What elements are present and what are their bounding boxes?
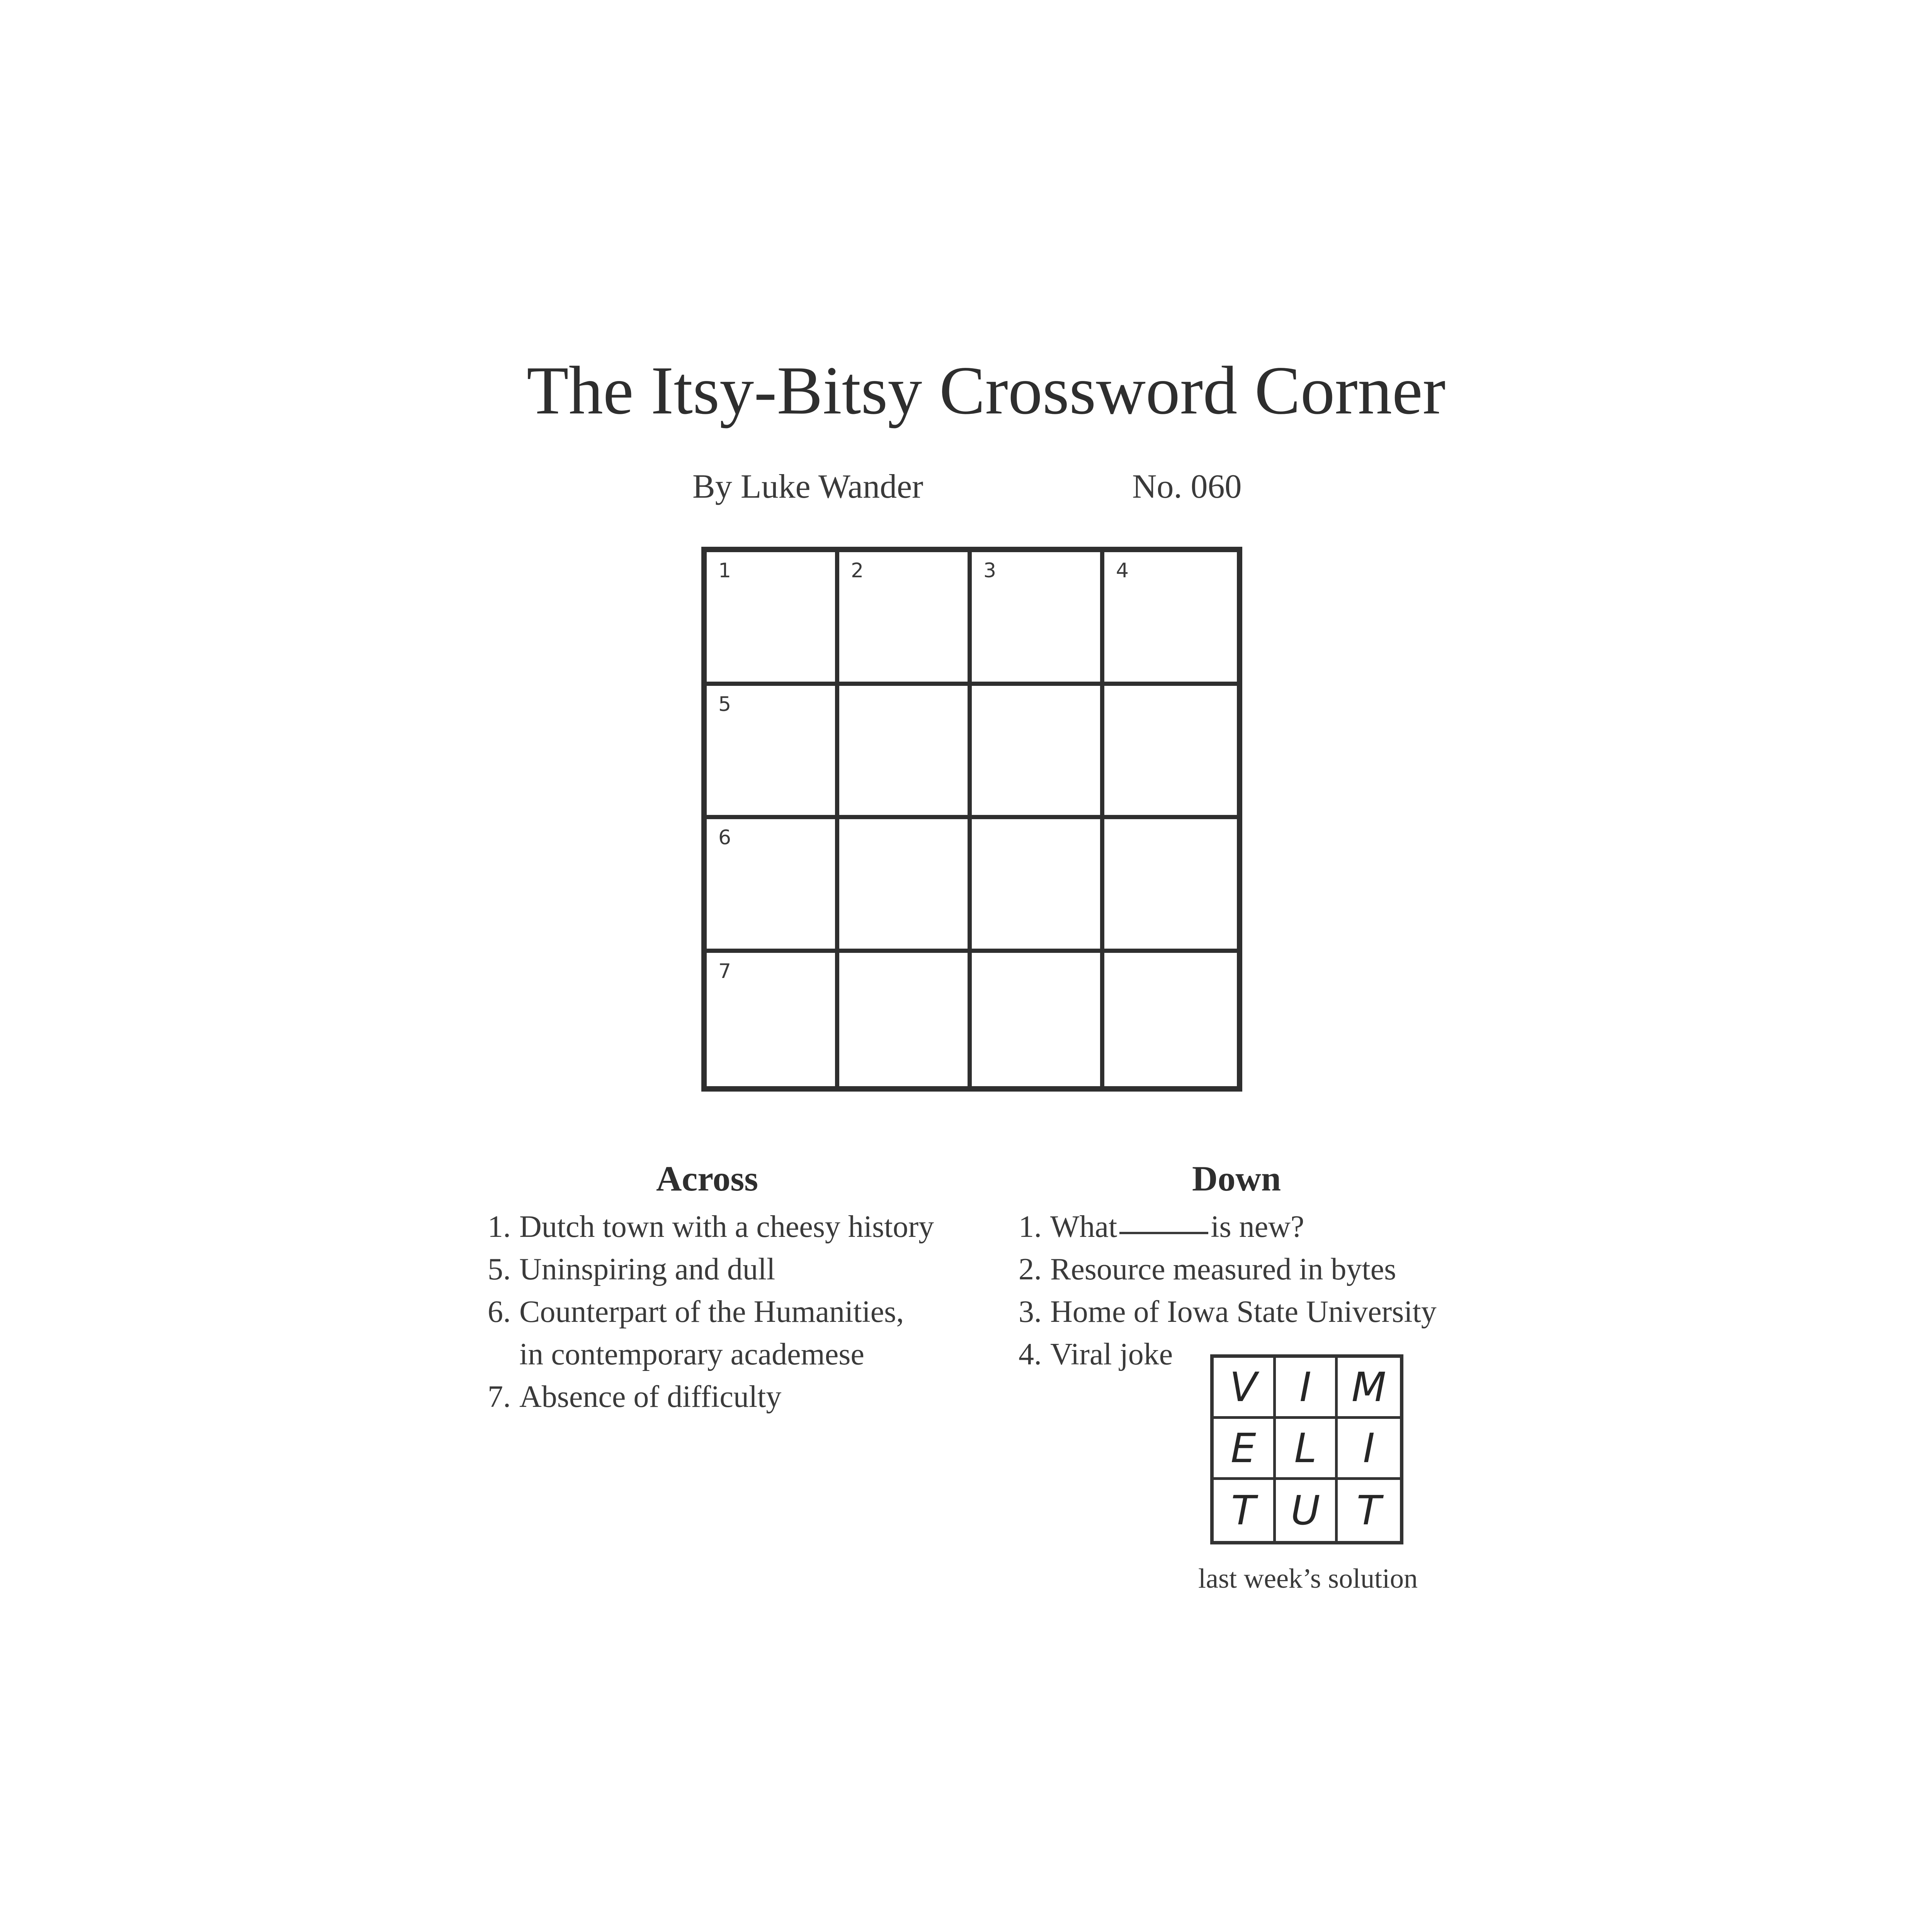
across-clue bbox=[488, 1206, 934, 1248]
clue-num: 4. bbox=[1019, 1337, 1042, 1371]
clue-number: 4 bbox=[1116, 559, 1129, 582]
grid-cell[interactable] bbox=[1104, 686, 1237, 820]
solution-letter: T bbox=[1356, 1487, 1381, 1534]
last-week-solution-grid bbox=[1210, 1354, 1403, 1544]
solution-letter: E bbox=[1214, 1419, 1276, 1480]
grid-cell[interactable] bbox=[707, 686, 839, 820]
clue-num: 5. bbox=[488, 1252, 511, 1286]
clue-text: Uninspiring and dull bbox=[519, 1252, 776, 1286]
grid-cell[interactable] bbox=[839, 552, 972, 686]
grid-cell[interactable] bbox=[1104, 953, 1237, 1087]
solution-letter: L bbox=[1276, 1419, 1338, 1480]
solution-letter: U bbox=[1276, 1480, 1338, 1541]
grid-cell[interactable] bbox=[707, 819, 839, 953]
across-clue bbox=[488, 1248, 934, 1291]
clue-text: Home of Iowa State University bbox=[1050, 1295, 1437, 1329]
crossword-grid bbox=[701, 547, 1242, 1092]
clue-num: 1. bbox=[488, 1210, 511, 1244]
clue-num: 6. bbox=[488, 1295, 511, 1329]
clue-text: Dutch town with a cheesy history bbox=[519, 1210, 934, 1244]
solution-letter: T bbox=[1214, 1480, 1276, 1541]
down-heading: Down bbox=[1192, 1159, 1281, 1198]
grid-cell[interactable] bbox=[707, 953, 839, 1087]
grid-cell[interactable] bbox=[972, 552, 1104, 686]
across-clues bbox=[488, 1206, 934, 1418]
grid-cell[interactable] bbox=[972, 686, 1104, 820]
grid-cell[interactable] bbox=[972, 819, 1104, 953]
clue-text-after-blank: is new? bbox=[1211, 1210, 1304, 1244]
grid-cell[interactable] bbox=[839, 819, 972, 953]
puzzle-number: No. 060 bbox=[1132, 468, 1242, 505]
clue-text: in contemporary academese bbox=[519, 1337, 864, 1371]
solution-letter: I bbox=[1276, 1358, 1338, 1419]
clue-num: 7. bbox=[488, 1380, 511, 1414]
across-clue bbox=[488, 1291, 934, 1333]
page-title: The Itsy-Bitsy Crossword Corner bbox=[526, 352, 1446, 429]
clue-number: 5 bbox=[718, 692, 731, 716]
grid-cell[interactable] bbox=[1104, 552, 1237, 686]
grid-cell[interactable] bbox=[707, 552, 839, 686]
grid-cell[interactable] bbox=[839, 953, 972, 1087]
down-clue bbox=[1019, 1291, 1437, 1333]
grid-cell[interactable] bbox=[972, 953, 1104, 1087]
down-clue bbox=[1019, 1248, 1437, 1291]
clue-number: 6 bbox=[718, 826, 731, 849]
byline: By Luke Wander bbox=[692, 468, 923, 505]
clue-number: 3 bbox=[983, 559, 997, 582]
solution-letter: I bbox=[1338, 1419, 1400, 1480]
solution-letter: M bbox=[1338, 1358, 1400, 1419]
solution-letter: V bbox=[1214, 1358, 1276, 1419]
clue-text: Counterpart of the Humanities, bbox=[519, 1295, 904, 1329]
across-clue-continuation bbox=[488, 1333, 934, 1376]
grid-cell[interactable] bbox=[839, 686, 972, 820]
clue-text-before-blank: What bbox=[1050, 1210, 1117, 1244]
blank-line bbox=[1119, 1206, 1208, 1234]
clue-text: Viral joke bbox=[1050, 1337, 1173, 1371]
clue-number: 1 bbox=[718, 559, 731, 582]
clue-text: Absence of difficulty bbox=[519, 1380, 782, 1414]
down-clues bbox=[1019, 1206, 1437, 1376]
across-clue bbox=[488, 1376, 934, 1418]
clue-num: 1. bbox=[1019, 1210, 1042, 1244]
grid-cell[interactable] bbox=[1104, 819, 1237, 953]
across-heading: Across bbox=[656, 1159, 759, 1198]
clue-text: Resource measured in bytes bbox=[1050, 1252, 1396, 1286]
clue-number: 7 bbox=[718, 959, 731, 983]
clue-num bbox=[488, 1333, 519, 1376]
solution-caption: last week’s solution bbox=[1198, 1563, 1418, 1594]
clue-num: 3. bbox=[1019, 1295, 1042, 1329]
clue-num: 2. bbox=[1019, 1252, 1042, 1286]
clue-number: 2 bbox=[851, 559, 864, 582]
down-clue bbox=[1019, 1206, 1437, 1248]
